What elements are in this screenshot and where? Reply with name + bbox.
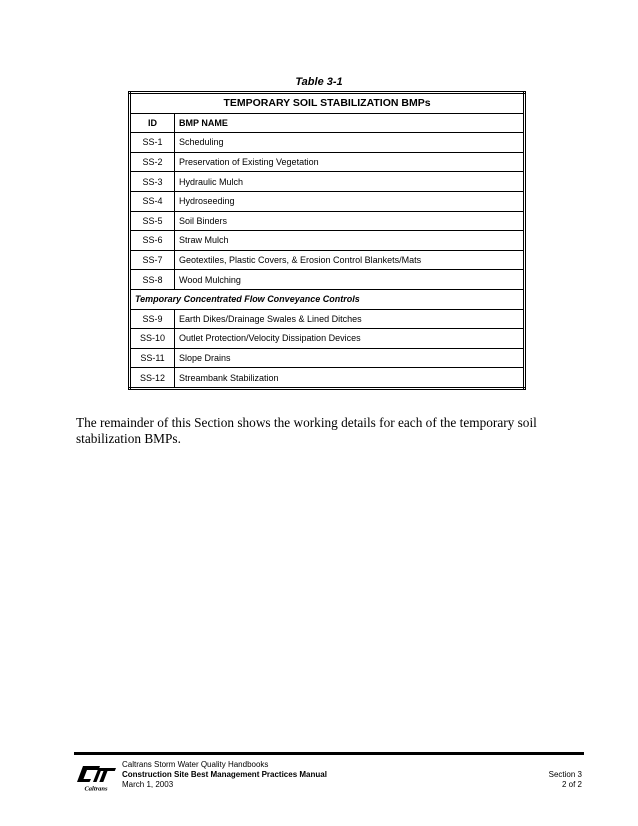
footer-date: March 1, 2003 xyxy=(122,780,174,789)
subsection-title: Temporary Concentrated Flow Conveyance Controls xyxy=(130,289,525,309)
bmp-name: Straw Mulch xyxy=(175,231,525,251)
bmp-name: Preservation of Existing Vegetation xyxy=(175,152,525,172)
bmp-id: SS-10 xyxy=(130,329,175,349)
footer-page-number: 2 of 2 xyxy=(561,780,582,789)
bmp-id: SS-4 xyxy=(130,191,175,211)
logo-wordmark: Caltrans xyxy=(84,785,108,792)
table-row xyxy=(130,152,525,172)
bmp-id: SS-6 xyxy=(130,231,175,251)
table-row xyxy=(130,211,525,231)
table-row xyxy=(130,231,525,251)
bmp-name: Streambank Stabilization xyxy=(175,368,525,389)
table-header-row xyxy=(130,113,525,133)
table-row xyxy=(130,270,525,290)
bmp-name: Earth Dikes/Drainage Swales & Lined Ditches xyxy=(175,309,525,329)
bmp-id: SS-1 xyxy=(130,133,175,153)
footer-divider xyxy=(74,752,584,755)
table-title-row xyxy=(130,93,525,114)
bmp-id: SS-11 xyxy=(130,348,175,368)
table-caption: Table 3-1 xyxy=(295,76,343,88)
bmp-id: SS-3 xyxy=(130,172,175,192)
bmp-name: Outlet Protection/Velocity Dissipation Devices xyxy=(175,329,525,349)
column-header-id: ID xyxy=(130,113,175,133)
footer-section: Section 3 xyxy=(548,770,582,779)
table-row xyxy=(130,329,525,349)
bmp-id: SS-12 xyxy=(130,368,175,389)
bmp-id: SS-7 xyxy=(130,250,175,270)
table-row xyxy=(130,368,525,389)
bmp-name: Soil Binders xyxy=(175,211,525,231)
bmp-id: SS-2 xyxy=(130,152,175,172)
bmp-name: Wood Mulching xyxy=(175,270,525,290)
bmp-name: Hydraulic Mulch xyxy=(175,172,525,192)
footer-left xyxy=(122,760,327,790)
bmp-id: SS-8 xyxy=(130,270,175,290)
bmp-name: Geotextiles, Plastic Covers, & Erosion Control Blankets/Mats xyxy=(175,250,525,270)
table-row xyxy=(130,133,525,153)
footer-right xyxy=(549,770,582,790)
table-row xyxy=(130,250,525,270)
footer-manual-title: Construction Site Best Management Practices Manual xyxy=(122,770,327,779)
caltrans-logo xyxy=(74,760,118,792)
body-paragraph: The remainder of this Section shows the working details for each of the temporary soil stabilization BMPs. xyxy=(76,415,537,447)
table-row xyxy=(130,191,525,211)
table-row xyxy=(130,309,525,329)
table-row xyxy=(130,172,525,192)
table-title: TEMPORARY SOIL STABILIZATION BMPs xyxy=(130,93,525,114)
bmp-id: SS-9 xyxy=(130,309,175,329)
column-header-bmp-name: BMP NAME xyxy=(175,113,525,133)
bmp-name: Slope Drains xyxy=(175,348,525,368)
bmp-id: SS-5 xyxy=(130,211,175,231)
table-subsection-row xyxy=(130,289,525,309)
bmp-name: Hydroseeding xyxy=(175,191,525,211)
bmp-name: Scheduling xyxy=(175,133,525,153)
footer-handbook-title: Caltrans Storm Water Quality Handbooks xyxy=(122,760,269,769)
bmp-table xyxy=(128,91,526,390)
table-row xyxy=(130,348,525,368)
